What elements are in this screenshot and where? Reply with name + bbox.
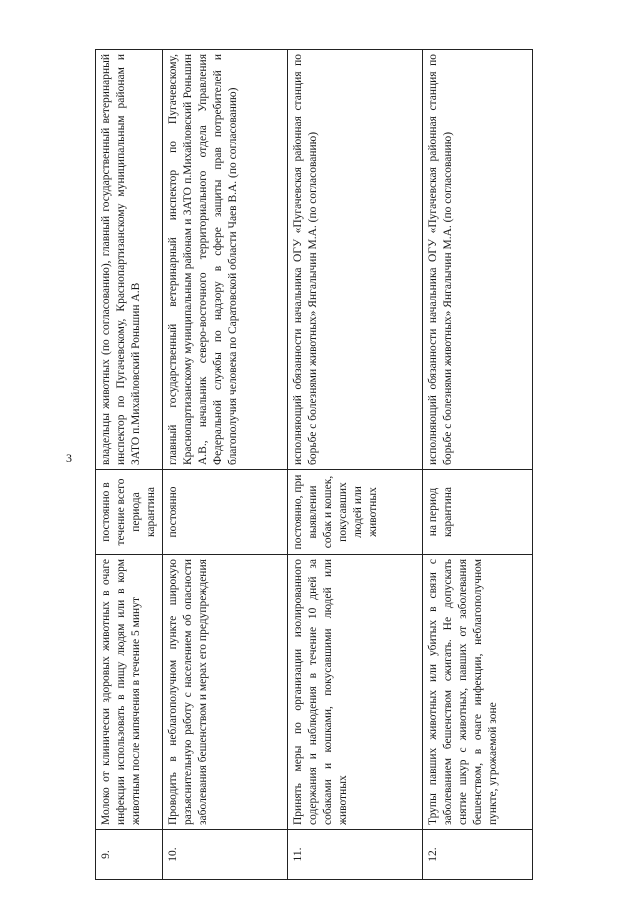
measure-text: Проводить в неблагополучном пункте широкую разъяснительную работу с населением об опасности заболевания бешенством и мерах его предупреждения (163, 555, 288, 830)
table-row (288, 50, 423, 880)
responsible-text: исполняющий обязанности начальника ОГУ «Пугачевская районная станция по борьбе с болезнями животных» Янгалычин М.А. (по согласованию) (423, 50, 533, 470)
rotated-table-wrapper (95, 50, 530, 880)
row-number: 9. (96, 830, 163, 880)
responsible-text: главный государственный ветеринарный инспектор по Пугачевскому, Краснопартизанскому муниципальным районам и ЗАТО п.Михайловский Роньшин А.В., начальник северо-восточного территориального отдела Управления Федеральной службы по надзору в сфере защиты прав потребителей и благополучия человека по Саратовской области Чаев В.А. (по согласованию) (163, 50, 288, 470)
table-row (423, 50, 533, 880)
responsible-text: владельцы животных (по согласованию), главный государственный ветеринарный инспектор по Пугачевскому, Краснопартизанскому муниципальным районам и ЗАТО п.Михайловский Роньшин А.В (96, 50, 163, 470)
measure-text: Трупы павших животных или убитых в связи с заболеванием бешенством сжигать. Не допускать снятие шкур с животных, павших от заболевания бешенством, в очаге инфекции, неблагополучном пункте, угрожаемой зоне (423, 555, 533, 830)
table-row (96, 50, 163, 880)
responsible-text: исполняющий обязанности начальника ОГУ «Пугачевская районная станция по борьбе с болезнями животных» Янгалычин М.А. (по согласованию) (288, 50, 423, 470)
row-number: 11. (288, 830, 423, 880)
term-text: постоянно в течение всего периода карантина (96, 470, 163, 555)
term-text: постоянно, при выявлении собак и кошек, покусавших людей или животных (288, 470, 423, 555)
measure-text: Молоко от клинически здоровых животных в очаге инфекции использовать в пищу людям или в корм животным после кипячения в течение 5 минут (96, 555, 163, 830)
row-number: 10. (163, 830, 288, 880)
page-number: 3 (66, 451, 72, 465)
measure-text: Принять меры по организации изолированного содержания и наблюдения в течение 10 дней за собаками и кошками, покусавшими людей или животных (288, 555, 423, 830)
table-row (163, 50, 288, 880)
measures-table (95, 49, 533, 880)
term-text: на период карантина (423, 470, 533, 555)
row-number: 12. (423, 830, 533, 880)
term-text: постоянно (163, 470, 288, 555)
